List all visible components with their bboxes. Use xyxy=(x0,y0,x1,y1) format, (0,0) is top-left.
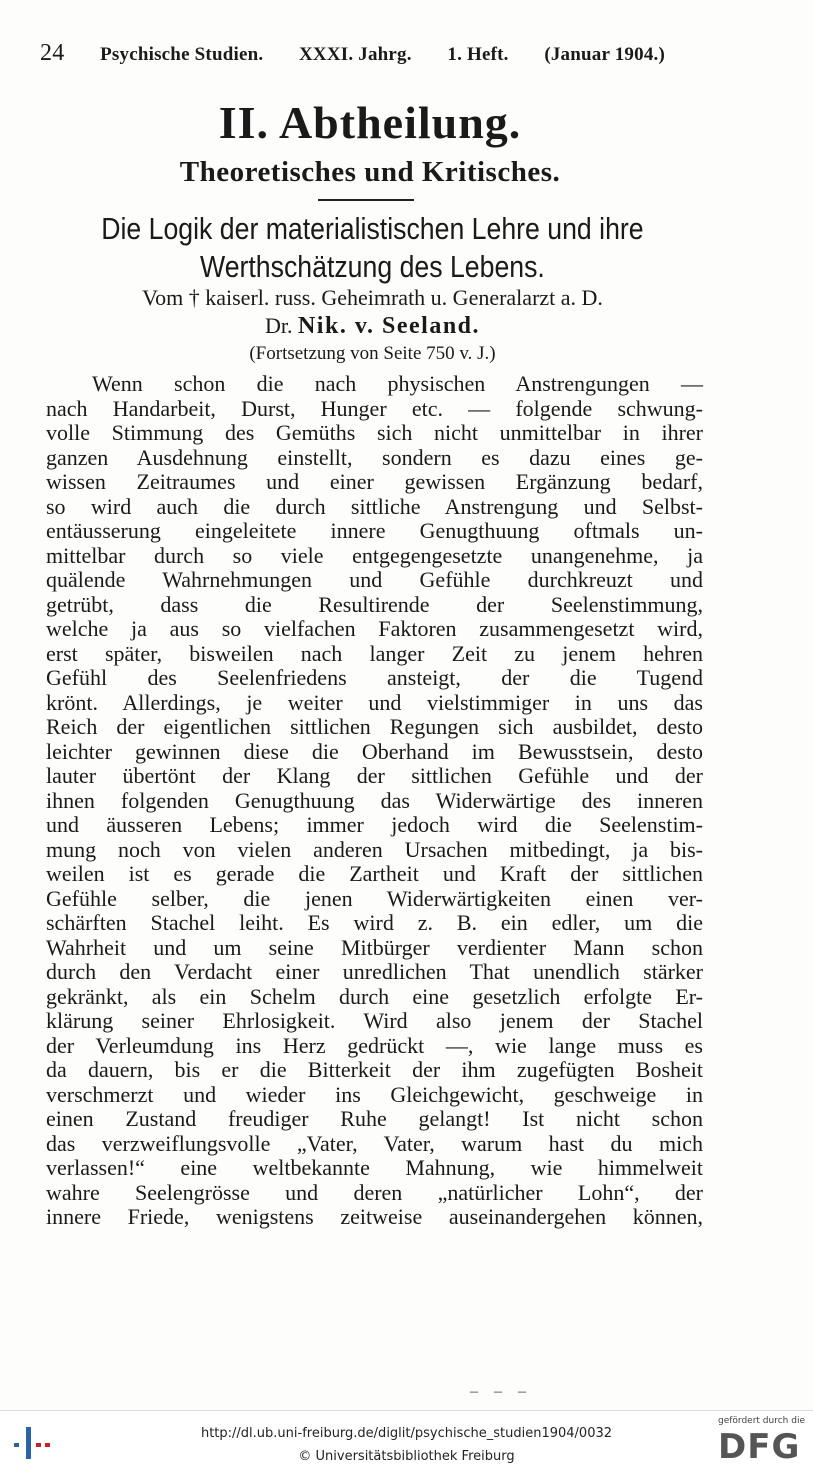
page-end-marks: – – – xyxy=(470,1383,532,1400)
copyright: © Universitätsbibliothek Freiburg xyxy=(298,1449,515,1464)
source-url[interactable]: http://dl.ub.uni-freiburg.de/diglit/psychische_studien1904/0032 xyxy=(200,1426,613,1441)
text-line: Gefühle selber, die jenen Widerwärtigkeiten einen ver- xyxy=(46,885,703,911)
author-prefix: Dr. xyxy=(264,313,293,338)
author-name: Nik. v. Seeland. xyxy=(297,313,481,339)
footer-bar xyxy=(0,1410,813,1474)
volume: XXXI. Jahrg. xyxy=(299,44,412,65)
text-line: erst später, bisweilen nach langer Zeit zu jenem hehren xyxy=(46,640,703,666)
text-line: weilen ist es gerade die Zartheit und Kraft der sittlichen xyxy=(46,861,703,886)
text-line: und äusseren Lebens; immer jedoch wird die Seelenstim- xyxy=(46,812,703,837)
text-line: das verzweiflungsvolle „Vater, Vater, warum hast du mich xyxy=(46,1130,703,1156)
text-line: Wahrheit und um seine Mitbürger verdienter Mann schon xyxy=(46,934,703,960)
text-line: innere Friede, wenigstens zeitweise auseinandergehen können, xyxy=(46,1204,703,1229)
article-body xyxy=(46,372,703,1230)
author-line xyxy=(0,312,745,340)
issue: 1. Heft. xyxy=(447,44,509,65)
text-line: einen Zustand freudiger Ruhe gelangt! Ist nicht schon xyxy=(46,1106,703,1131)
text-line: leichter gewinnen diese die Oberhand im Bewusstsein, desto xyxy=(46,738,703,764)
text-line: Gefühl des Seelenfriedens ansteigt, der die Tugend xyxy=(46,665,703,690)
dfg-logo: DFG xyxy=(718,1427,801,1467)
text-line: da dauern, bis er die Bitterkeit der ihm zugefügten Bosheit xyxy=(46,1057,703,1082)
author-credentials: Vom † kaiserl. russ. Geheimrath u. Generalarzt a. D. xyxy=(142,285,603,310)
text-line: lauter übertönt der Klang der sittlichen Gefühle und der xyxy=(46,763,703,788)
text-line: der Verleumdung ins Herz gedrückt —, wie lange muss es xyxy=(46,1032,703,1058)
text-line: Reich der eigentlichen sittlichen Regungen sich ausbildet, desto xyxy=(46,714,703,739)
text-line: entäusserung eingeleitete innere Genugthuung oftmals un- xyxy=(46,518,703,543)
dfg-caption: gefördert durch die xyxy=(718,1416,805,1426)
article-title-line: Die Logik der materialistischen Lehre und ihre xyxy=(101,211,644,246)
issue-date: (Januar 1904.) xyxy=(544,44,665,65)
text-line: krönt. Allerdings, je weiter und vielstimmiger in uns das xyxy=(46,689,703,715)
article-title-line: Werthschätzung des Lebens. xyxy=(200,249,545,284)
running-head xyxy=(40,40,665,67)
text-line: welche ja aus so vielfachen Faktoren zusammengesetzt wird, xyxy=(46,616,703,641)
divider-rule xyxy=(318,199,414,201)
text-line: so wird auch die durch sittliche Anstrengung und Selbst- xyxy=(46,493,703,519)
section-subtitle: Theoretisches und Kritisches. xyxy=(179,156,561,188)
text-line: verschmerzt und wieder ins Gleichgewicht, geschweige in xyxy=(46,1081,703,1107)
text-line: klärung seiner Ehrlosigkeit. Wird also jenem der Stachel xyxy=(46,1008,703,1033)
text-line: mittelbar durch so viele entgegengesetzte unangenehme, ja xyxy=(46,542,703,568)
text-line: ihnen folgenden Genugthuung das Widerwärtige des inneren xyxy=(46,787,703,813)
text-line: wissen Zeitraumes und einer gewissen Ergänzung bedarf, xyxy=(46,469,703,494)
section-title: II. Abtheilung. xyxy=(218,97,522,148)
byline xyxy=(0,284,745,340)
text-line: wahre Seelengrösse und deren „natürlicher Lohn“, der xyxy=(46,1179,703,1205)
text-line: quälende Wahrnehmungen und Gefühle durchkreuzt und xyxy=(46,567,703,592)
text-line: durch den Verdacht einer unredlichen That unendlich stärker xyxy=(46,959,703,984)
text-line: mung noch von vielen anderen Ursachen mitbedingt, ja bis- xyxy=(46,836,703,862)
text-line: Wenn schon die nach physischen Anstrengungen — xyxy=(92,371,703,396)
page-number: 24 xyxy=(40,40,65,66)
text-line: volle Stimmung des Gemüths sich nicht unmittelbar in ihrer xyxy=(46,420,703,445)
text-line: ganzen Ausdehnung einstellt, sondern es dazu eines ge- xyxy=(46,444,703,470)
text-line: nach Handarbeit, Durst, Hunger etc. — folgende schwung- xyxy=(46,395,703,421)
text-line: verlassen!“ eine weltbekannte Mahnung, wie himmelweit xyxy=(46,1155,703,1180)
journal-name: Psychische Studien. xyxy=(100,44,264,65)
text-line: gekränkt, als ein Schelm durch eine gesetzlich erfolgte Er- xyxy=(46,983,703,1009)
text-line: getrübt, dass die Resultirende der Seelenstimmung, xyxy=(46,591,703,617)
text-line: schärften Stachel leiht. Es wird z. B. ein edler, um die xyxy=(46,910,703,935)
article-title xyxy=(52,210,693,286)
continuation-note: (Fortsetzung von Seite 750 v. J.) xyxy=(249,343,496,364)
